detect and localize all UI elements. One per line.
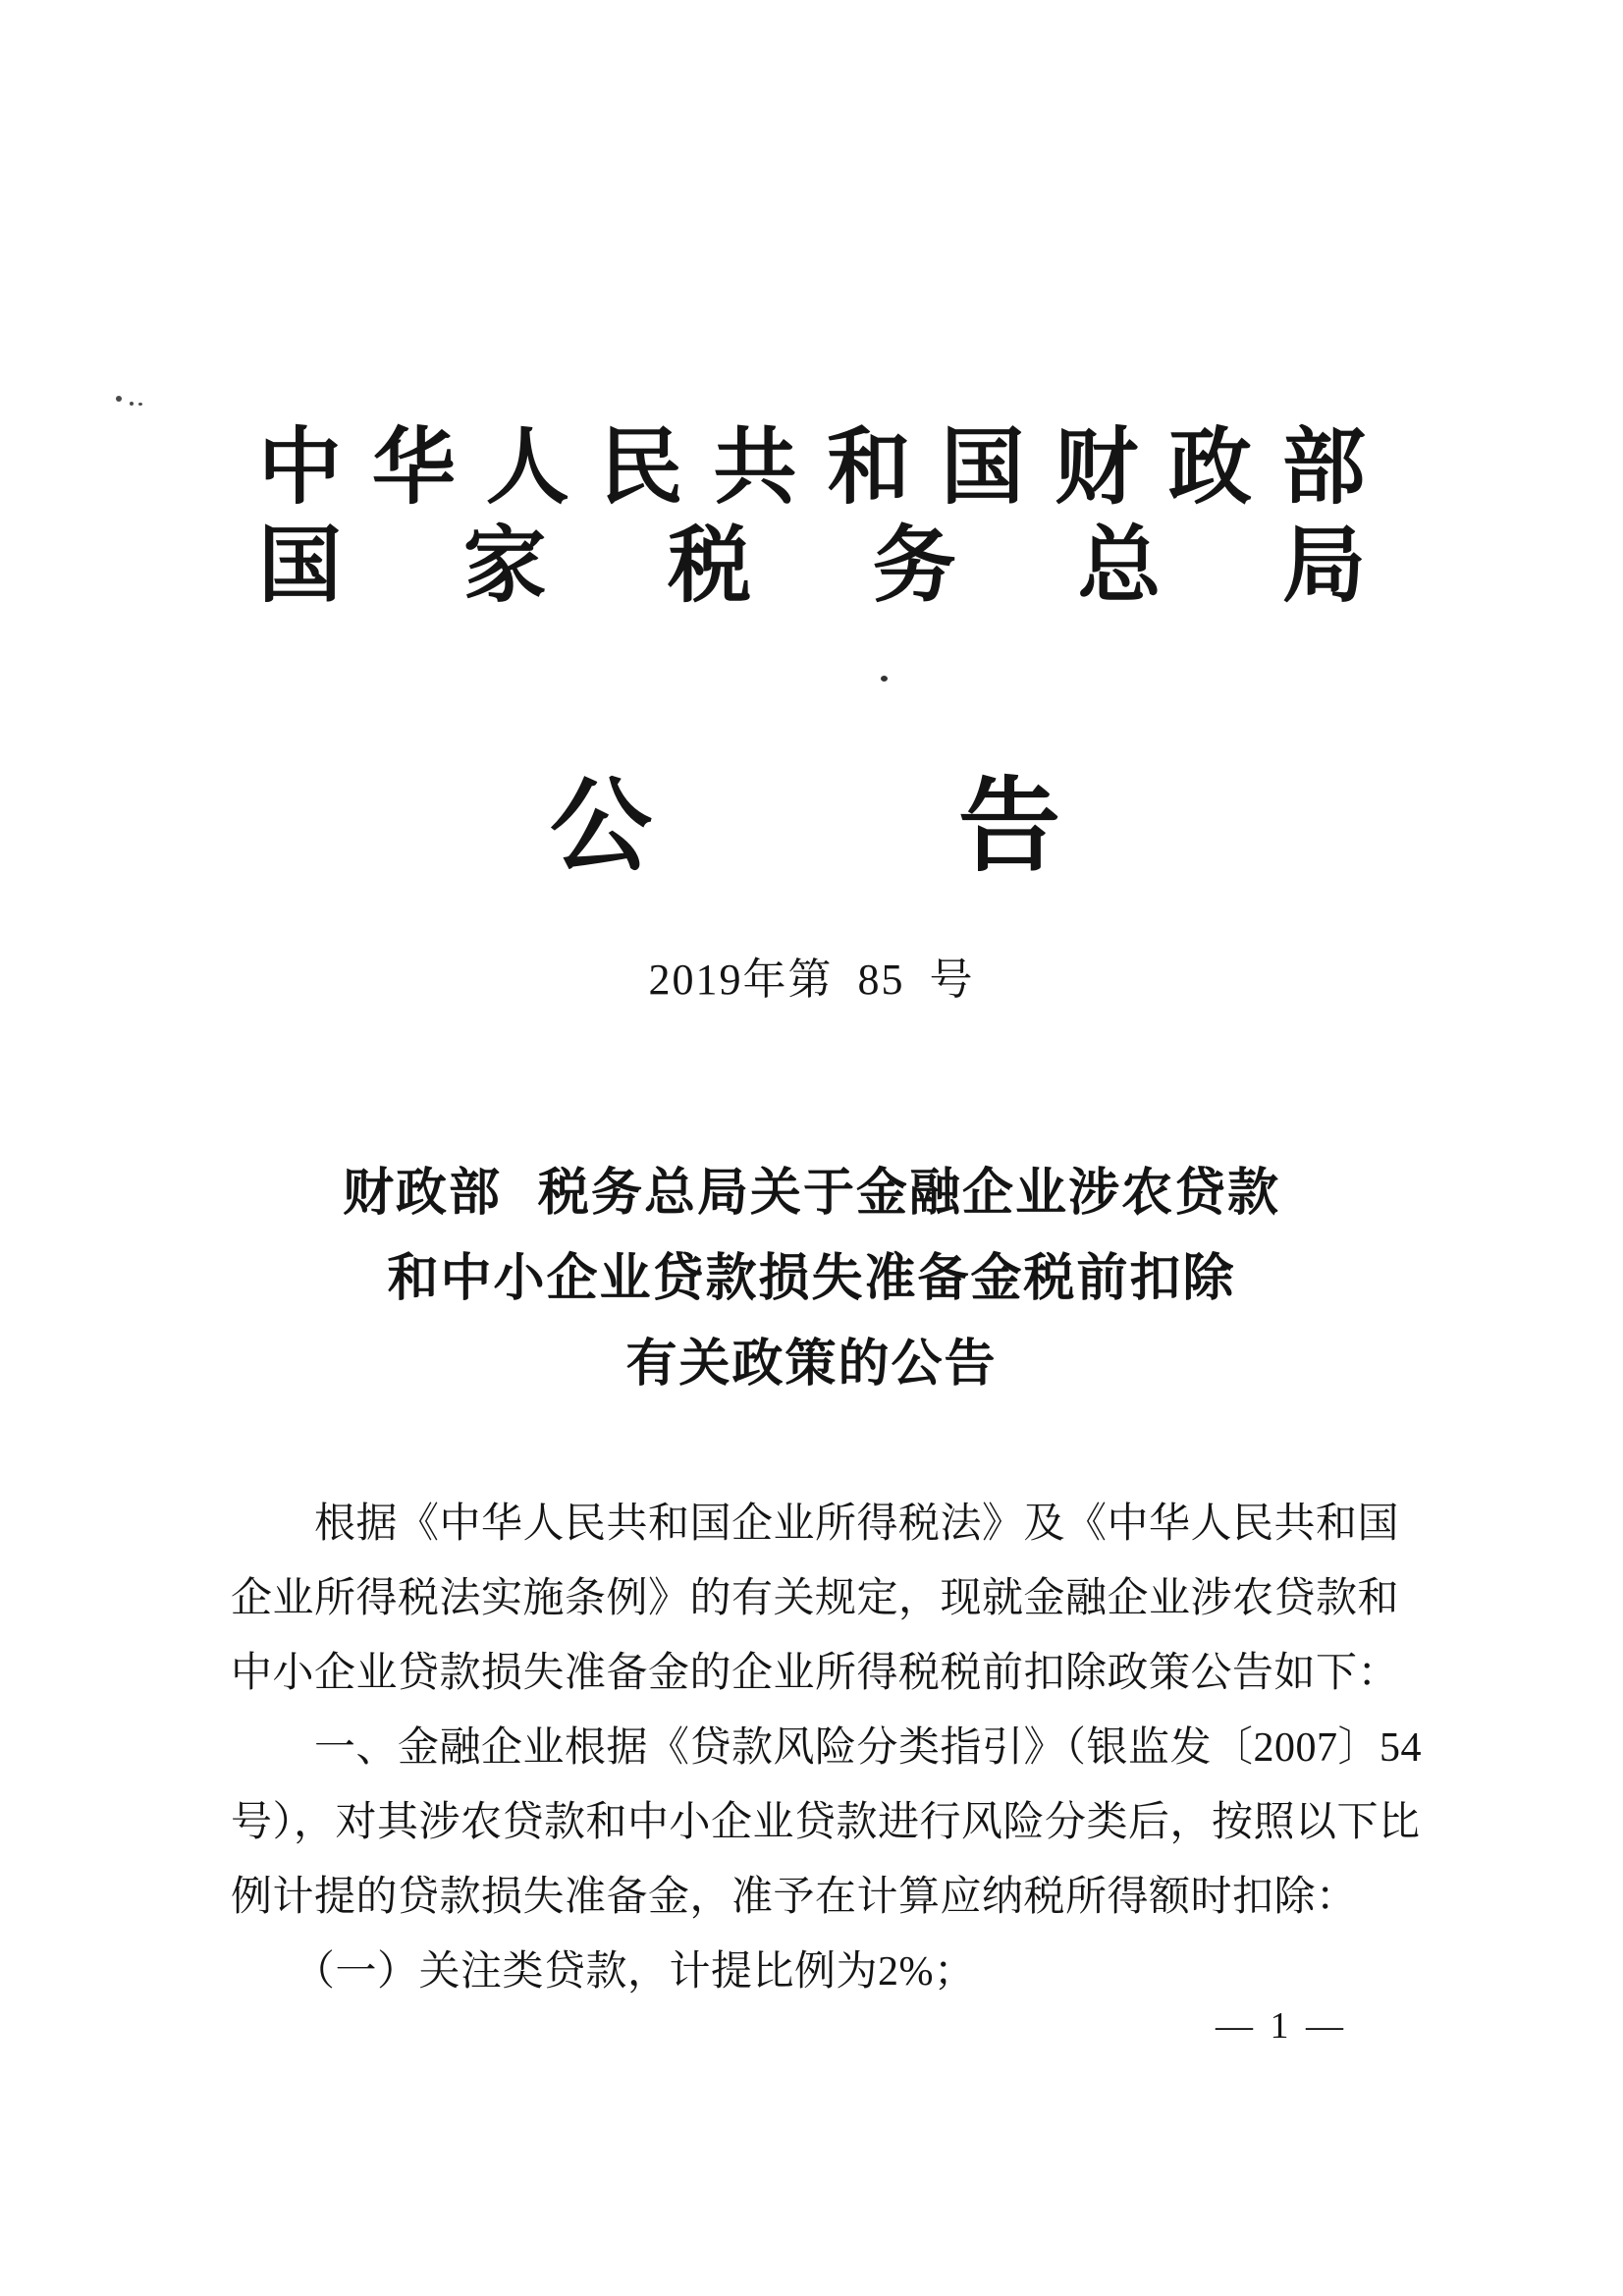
body-text-line: 例计提的贷款损失准备金，准予在计算应纳税所得额时扣除：: [231, 1875, 1358, 1920]
body-text-line: 号），对其涉农贷款和中小企业贷款进行风险分类后，按照以下比: [231, 1800, 1421, 1845]
document-headline: [0, 1151, 1623, 1407]
scan-speck: [138, 403, 142, 406]
scan-speck: [130, 402, 134, 406]
document-headline-line-1: 财政部 税务总局关于金融企业涉农贷款: [342, 1166, 1280, 1222]
announcement-number: 2019年第 85 号: [648, 956, 975, 1004]
document-headline-line-3: 有关政策的公告: [625, 1337, 998, 1393]
page-number: — 1 —: [1216, 2005, 1347, 2047]
issuing-authority-line-2: 国 家 税 务 总 局: [258, 520, 1366, 613]
body-text-line: 根据《中华人民共和国企业所得税法》及《中华人民共和国: [231, 1502, 1400, 1547]
body-text-line: （一）关注类贷款，计提比例为2%；: [231, 1949, 976, 1995]
document-headline-line-2: 和中小企业贷款损失准备金税前扣除: [387, 1251, 1236, 1307]
body-text-line: 企业所得税法实施条例》的有关规定，现就金融企业涉农贷款和: [231, 1576, 1400, 1621]
body-text-line: 中小企业贷款损失准备金的企业所得税税前扣除政策公告如下：: [231, 1651, 1400, 1696]
body-text-line: 一、金融企业根据《贷款风险分类指引》（银监发〔2007〕54: [231, 1725, 1423, 1771]
issuing-authority-line-1: 中 华 人 民 共 和 国 财 政 部: [258, 422, 1366, 515]
announcement-title: 公 告: [550, 771, 1060, 884]
scan-speck: [881, 676, 888, 682]
body-text: [231, 1487, 1440, 2009]
scan-speck: [116, 396, 122, 402]
